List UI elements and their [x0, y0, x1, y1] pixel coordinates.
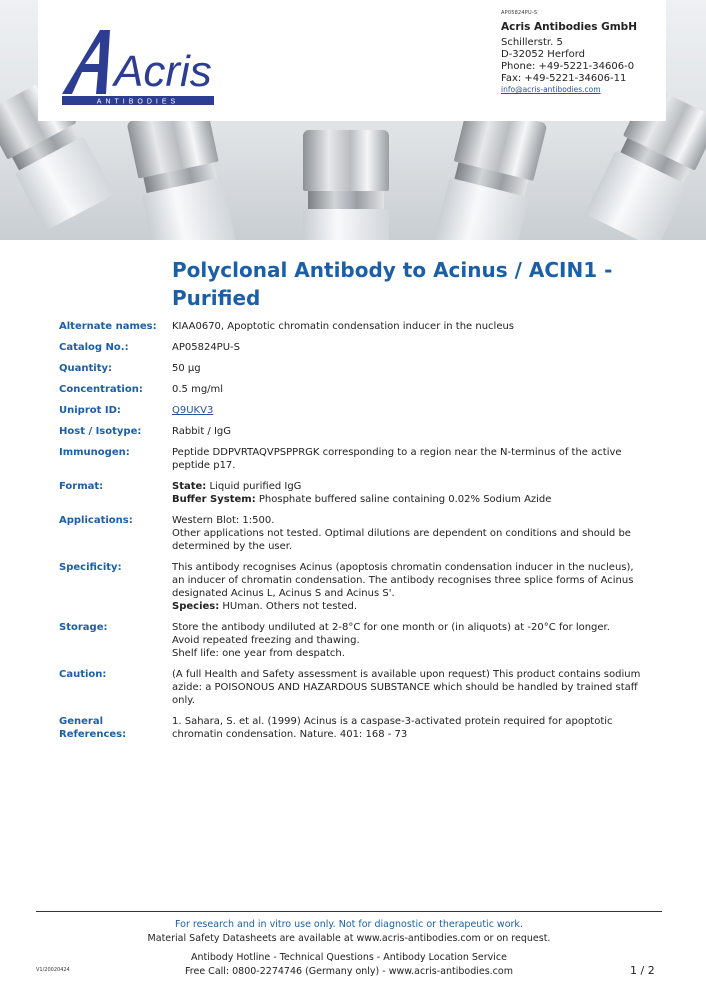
caution-line: (A full Health and Safety assessment is available upon request) This product contains sodium: [172, 669, 641, 680]
spec-row-host-isotype: [59, 425, 659, 438]
spec-row-quantity: [59, 362, 659, 375]
footer-divider: [36, 911, 662, 912]
immunogen-line: peptide p17.: [172, 460, 236, 471]
specificity-line: an inducer of chromatin condensation. The antibody recognises three splice forms of Acinus: [172, 575, 634, 586]
spec-row-format: [59, 480, 659, 506]
spec-value: AP05824PU-S: [172, 342, 240, 353]
spec-row-applications: [59, 514, 659, 553]
spec-label: General References:: [59, 716, 127, 740]
spec-value: 50 µg: [172, 363, 201, 374]
address-city: D-32052 Herford: [501, 49, 586, 60]
storage-line: Shelf life: one year from despatch.: [172, 648, 345, 659]
spec-value: KIAA0670, Apoptotic chromatin condensation inducer in the nucleus: [172, 321, 515, 332]
specificity-species: Species: HUman. Others not tested.: [172, 601, 358, 612]
company-address-block: [501, 10, 661, 95]
applications-line: determined by the user.: [172, 541, 293, 552]
spec-row-references: [59, 715, 659, 741]
email-link[interactable]: info@acris-antibodies.com: [501, 85, 601, 94]
product-title-line-1: Polyclonal Antibody to Acinus / ACIN1 -: [172, 258, 613, 282]
product-title: [172, 256, 632, 312]
spec-row-specificity: [59, 561, 659, 613]
logo-wordmark: Acris: [114, 47, 212, 96]
vial-image-2: [126, 105, 231, 239]
vial-image-4: [438, 104, 547, 240]
spec-label: Specificity:: [59, 562, 122, 573]
header-banner: [0, 0, 706, 240]
document-version: V1/20020424: [36, 967, 70, 973]
spec-row-storage: [59, 621, 659, 660]
storage-line: Store the antibody undiluted at 2-8°C for one month or (in aliquots) at -20°C for longer.: [172, 622, 610, 633]
storage-line: Avoid repeated freezing and thawing.: [172, 635, 360, 646]
specificity-line: designated Acinus L, Acinus S and Acinus S'.: [172, 588, 395, 599]
applications-line: Western Blot: 1:500.: [172, 515, 275, 526]
spec-label: Catalog No.:: [59, 342, 129, 353]
reference-line: chromatin condensation. Nature. 401: 168 - 73: [172, 729, 408, 740]
acris-logo: [60, 24, 216, 106]
spec-label: Concentration:: [59, 384, 143, 395]
spec-table: [59, 320, 659, 741]
spec-label: Format:: [59, 481, 104, 492]
phone-number: Phone: +49-5221-34606-0: [501, 61, 635, 72]
spec-row-catalog-no: [59, 341, 659, 354]
spec-label: Caution:: [59, 669, 107, 680]
spec-row-caution: [59, 668, 659, 707]
spec-label: Applications:: [59, 515, 133, 526]
caution-line: azide: a POISONOUS AND HAZARDOUS SUBSTANCE which should be handled by trained staff: [172, 682, 638, 693]
spec-value: 0.5 mg/ml: [172, 384, 224, 395]
applications-line: Other applications not tested. Optimal dilutions are dependent on conditions and should be: [172, 528, 631, 539]
spec-row-concentration: [59, 383, 659, 396]
spec-label: Host / Isotype:: [59, 426, 142, 437]
specificity-line: This antibody recognises Acinus (apoptosis chromatin condensation inducer in the nucleus),: [172, 562, 634, 573]
company-name: Acris Antibodies GmbH: [501, 21, 637, 33]
caution-line: only.: [172, 695, 195, 706]
immunogen-line: Peptide DDPVRTAQVPSPPRGK corresponding to a region near the N-terminus of the active: [172, 447, 622, 458]
catalog-number-small: AP05824PU-S: [501, 10, 538, 16]
reference-line: 1. Sahara, S. et al. (1999) Acinus is a caspase-3-activated protein required for apoptotic: [172, 716, 613, 727]
uniprot-link[interactable]: Q9UKV3: [172, 405, 214, 416]
spec-row-immunogen: [59, 446, 659, 472]
footer-msds-notice: Material Safety Datasheets are available at www.acris-antibodies.com or on request.: [147, 933, 551, 944]
spec-value: Rabbit / IgG: [172, 426, 232, 437]
format-buffer: Buffer System: Phosphate buffered saline containing 0.02% Sodium Azide: [172, 494, 552, 505]
address-street: Schillerstr. 5: [501, 37, 563, 48]
logo-subtext: ANTIBODIES: [96, 98, 180, 106]
fax-number: Fax: +49-5221-34606-11: [501, 73, 627, 84]
format-state: State: Liquid purified IgG: [172, 481, 302, 492]
spec-label: Quantity:: [59, 363, 112, 374]
spec-label: Storage:: [59, 622, 108, 633]
spec-label: Immunogen:: [59, 447, 130, 458]
spec-row-alternate-names: [59, 320, 659, 333]
spec-row-uniprot-id: [59, 404, 659, 417]
product-title-line-2: Purified: [172, 286, 261, 310]
letterhead: [38, 0, 666, 121]
spec-label: Alternate names:: [59, 321, 157, 332]
footer-research-notice: For research and in vitro use only. Not for diagnostic or therapeutic work.: [175, 919, 523, 930]
page-number: 1 / 2: [630, 964, 655, 977]
spec-label: Uniprot ID:: [59, 405, 121, 416]
footer-free-call: Free Call: 0800-2274746 (Germany only) - www.acris-antibodies.com: [185, 966, 513, 977]
footer-hotline: Antibody Hotline - Technical Questions - Antibody Location Service: [191, 952, 507, 963]
vial-image-3: [303, 130, 389, 240]
